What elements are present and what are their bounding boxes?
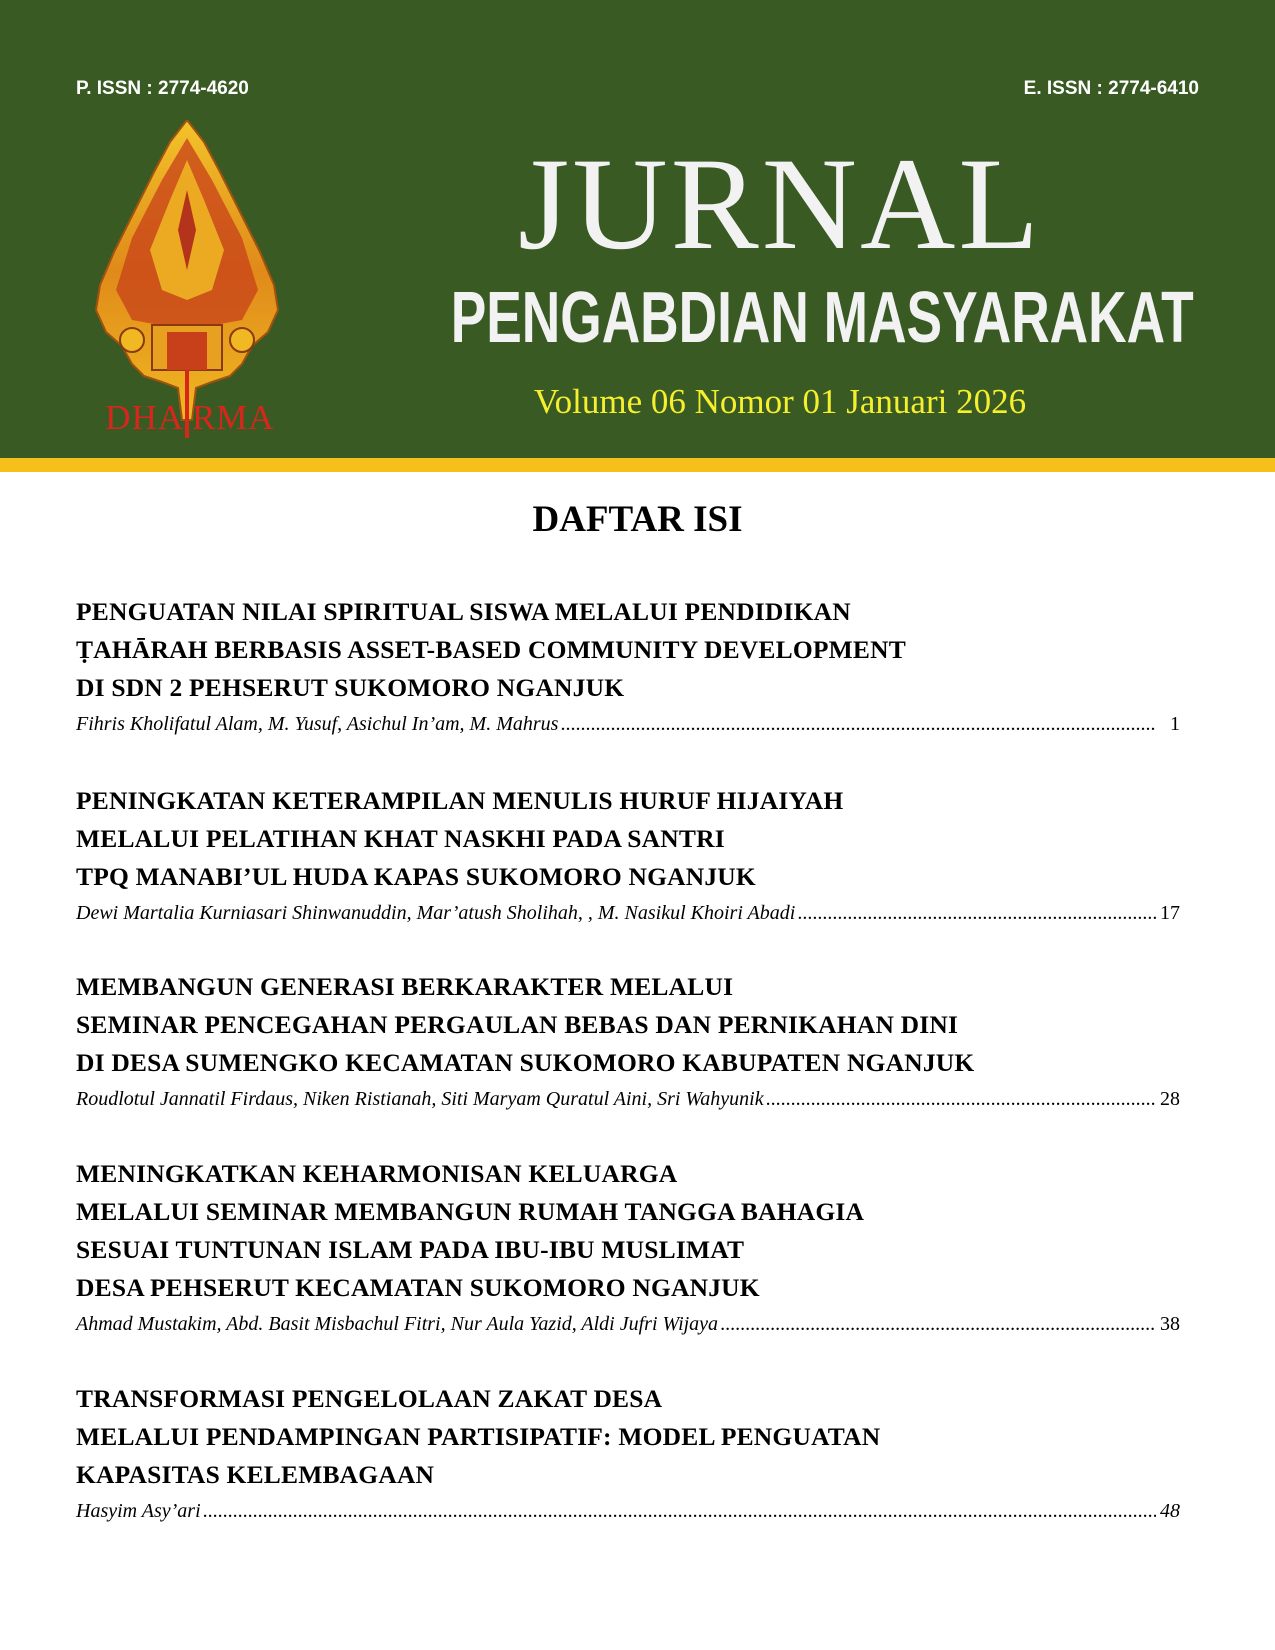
entry-authors-row — [76, 1309, 1180, 1339]
entry-authors: Roudlotul Jannatil Firdaus, Niken Ristianah, Siti Maryam Quratul Aini, Sri Wahyunik — [76, 1088, 764, 1110]
entry-title-line: SEMINAR PENCEGAHAN PERGAULAN BEBAS DAN PERNIKAHAN DINI — [76, 1010, 959, 1039]
entry-authors-row — [76, 1084, 1180, 1114]
entry-page-number[interactable]: 28 — [1160, 1088, 1180, 1110]
journal-title: JURNAL — [517, 130, 1043, 277]
entry-title-line: KAPASITAS KELEMBAGAAN — [76, 1460, 435, 1489]
entry-authors-row — [76, 898, 1180, 928]
toc-heading: DAFTAR ISI — [532, 499, 743, 540]
entry-authors-row — [76, 709, 1180, 739]
toc-entry[interactable] — [76, 968, 1180, 1114]
logo-caption: DHA RMA — [105, 398, 275, 437]
entry-title[interactable] — [76, 782, 1180, 896]
entry-title-line: ṬAHĀRAH BERBASIS ASSET-BASED COMMUNITY DEVELOPMENT — [76, 635, 906, 664]
entry-page-number[interactable]: 1 — [1170, 713, 1180, 735]
toc-entry[interactable] — [76, 1155, 1180, 1339]
entry-title-line: MELALUI PELATIHAN KHAT NASKHI PADA SANTRI — [76, 824, 725, 853]
entry-title[interactable] — [76, 1155, 1180, 1307]
gunungan-logo-icon — [92, 120, 282, 440]
journal-volume: Volume 06 Nomor 01 Januari 2026 — [533, 382, 1027, 421]
dot-leader — [766, 1084, 1156, 1114]
entry-authors-row — [76, 1496, 1180, 1526]
print-issn: P. ISSN : 2774-4620 — [76, 78, 249, 99]
entry-authors: Ahmad Mustakim, Abd. Basit Misbachul Fitri, Nur Aula Yazid, Aldi Jufri Wijaya — [76, 1313, 719, 1335]
entry-authors: Fihris Kholifatul Alam, M. Yusuf, Asichul In’am, M. Mahrus — [76, 713, 559, 735]
entry-page-number[interactable]: 17 — [1160, 902, 1180, 924]
dot-leader — [560, 709, 1156, 739]
toc-entry[interactable] — [76, 1380, 1180, 1526]
entry-authors: Hasyim Asy’ari — [76, 1500, 201, 1522]
entry-title-line: DI DESA SUMENGKO KECAMATAN SUKOMORO KABUPATEN NGANJUK — [76, 1048, 975, 1077]
entry-title-line: MELALUI PENDAMPINGAN PARTISIPATIF: MODEL PENGUATAN — [76, 1422, 881, 1451]
electronic-issn: E. ISSN : 2774-6410 — [1023, 78, 1199, 99]
dot-leader — [797, 898, 1156, 928]
dot-leader — [203, 1496, 1156, 1526]
entry-title-line: DESA PEHSERUT KECAMATAN SUKOMORO NGANJUK — [76, 1273, 760, 1302]
dot-leader — [720, 1309, 1156, 1339]
entry-authors: Dewi Martalia Kurniasari Shinwanuddin, Mar’atush Sholihah, , M. Nasikul Khoiri Abadi — [76, 902, 796, 924]
entry-title-line: TRANSFORMASI PENGELOLAAN ZAKAT DESA — [76, 1384, 663, 1413]
entry-title[interactable] — [76, 968, 1180, 1082]
entry-title[interactable] — [76, 1380, 1180, 1494]
entry-title-line: PENINGKATAN KETERAMPILAN MENULIS HURUF HIJAIYAH — [76, 786, 844, 815]
entry-page-number[interactable]: 48 — [1160, 1500, 1180, 1522]
entry-title-line: TPQ MANABI’UL HUDA KAPAS SUKOMORO NGANJUK — [76, 862, 756, 891]
entry-page-number[interactable]: 38 — [1160, 1313, 1180, 1335]
entry-title-line: MEMBANGUN GENERASI BERKARAKTER MELALUI — [76, 972, 734, 1001]
entry-title-line: MENINGKATKAN KEHARMONISAN KELUARGA — [76, 1159, 678, 1188]
entry-title-line: SESUAI TUNTUNAN ISLAM PADA IBU-IBU MUSLIMAT — [76, 1235, 745, 1264]
journal-subtitle: PENGABDIAN MASYARAKAT — [450, 278, 1194, 358]
gold-divider-band — [0, 458, 1275, 472]
toc-entry[interactable] — [76, 782, 1180, 928]
entry-title-line: PENGUATAN NILAI SPIRITUAL SISWA MELALUI PENDIDIKAN — [76, 597, 851, 626]
entry-title-line: MELALUI SEMINAR MEMBANGUN RUMAH TANGGA BAHAGIA — [76, 1197, 865, 1226]
entry-title-line: DI SDN 2 PEHSERUT SUKOMORO NGANJUK — [76, 673, 625, 702]
entry-title[interactable] — [76, 593, 1180, 707]
toc-entry[interactable] — [76, 593, 1180, 739]
